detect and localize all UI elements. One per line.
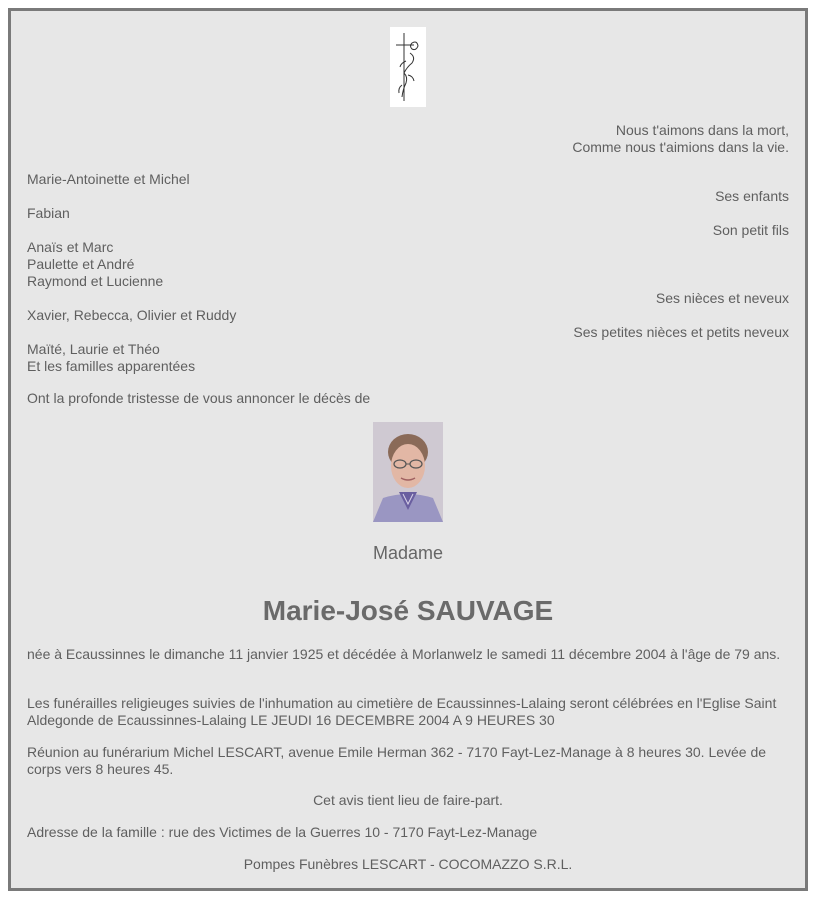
- children-label: Ses enfants: [715, 188, 789, 204]
- grandson-label: Son petit fils: [712, 222, 789, 238]
- nieces-label: Ses nièces et neveux: [655, 290, 789, 306]
- undertaker-name: Pompes Funèbres LESCART - COCOMAZZO S.R.L.: [243, 856, 573, 872]
- grandson-name: Fabian: [27, 205, 70, 221]
- deceased-title: Madame: [372, 543, 444, 563]
- grandnieces-label: Ses petites nièces et petits neveux: [573, 324, 789, 340]
- quote-line-1: Nous t'aimons dans la mort,: [615, 122, 789, 138]
- quote-line-2: Comme nous t'aimions dans la vie.: [572, 139, 789, 155]
- portrait-photo: [373, 422, 443, 522]
- grandnieces-line-2: Maïté, Laurie et Théo: [27, 341, 160, 357]
- meeting-paragraph: Réunion au funérarium Michel LESCART, avenue Emile Herman 362 - 7170 Fayt-Lez-Manage à 8 heures 30. Levée de corps vers 8 heures 45.: [27, 744, 767, 777]
- children-names: Marie-Antoinette et Michel: [27, 171, 190, 187]
- nieces-line-3: Raymond et Lucienne: [27, 273, 164, 289]
- announcement-text: Ont la profonde tristesse de vous annoncer le décès de: [27, 390, 371, 406]
- birth-death-paragraph: née à Ecaussinnes le dimanche 11 janvier 1925 et décédée à Morlanwelz le samedi 11 décembre 2004 à l'âge de 79 ans.: [27, 646, 781, 662]
- nieces-line-2: Paulette et André: [27, 256, 135, 272]
- deceased-name: Marie-José SAUVAGE: [262, 595, 554, 626]
- grandnieces-line-1: Xavier, Rebecca, Olivier et Ruddy: [27, 307, 237, 323]
- other-families: Et les familles apparentées: [27, 358, 196, 374]
- cross-rose-emblem: [390, 27, 426, 107]
- notice-text: Cet avis tient lieu de faire-part.: [313, 792, 503, 808]
- nieces-line-1: Anaïs et Marc: [27, 239, 114, 255]
- funeral-paragraph: Les funérailles religieuges suivies de l'inhumation au cimetière de Ecaussinnes-Lalaing seront célébrées en l'Eglise Saint Aldegonde de Ecaussinnes-Lalaing LE JEUDI 16 DECEMBRE 2004 A 9 HEURES 30: [27, 695, 777, 728]
- family-address: Adresse de la famille : rue des Victimes de la Guerres 10 - 7170 Fayt-Lez-Manage: [27, 824, 538, 840]
- obituary-card: [8, 8, 808, 891]
